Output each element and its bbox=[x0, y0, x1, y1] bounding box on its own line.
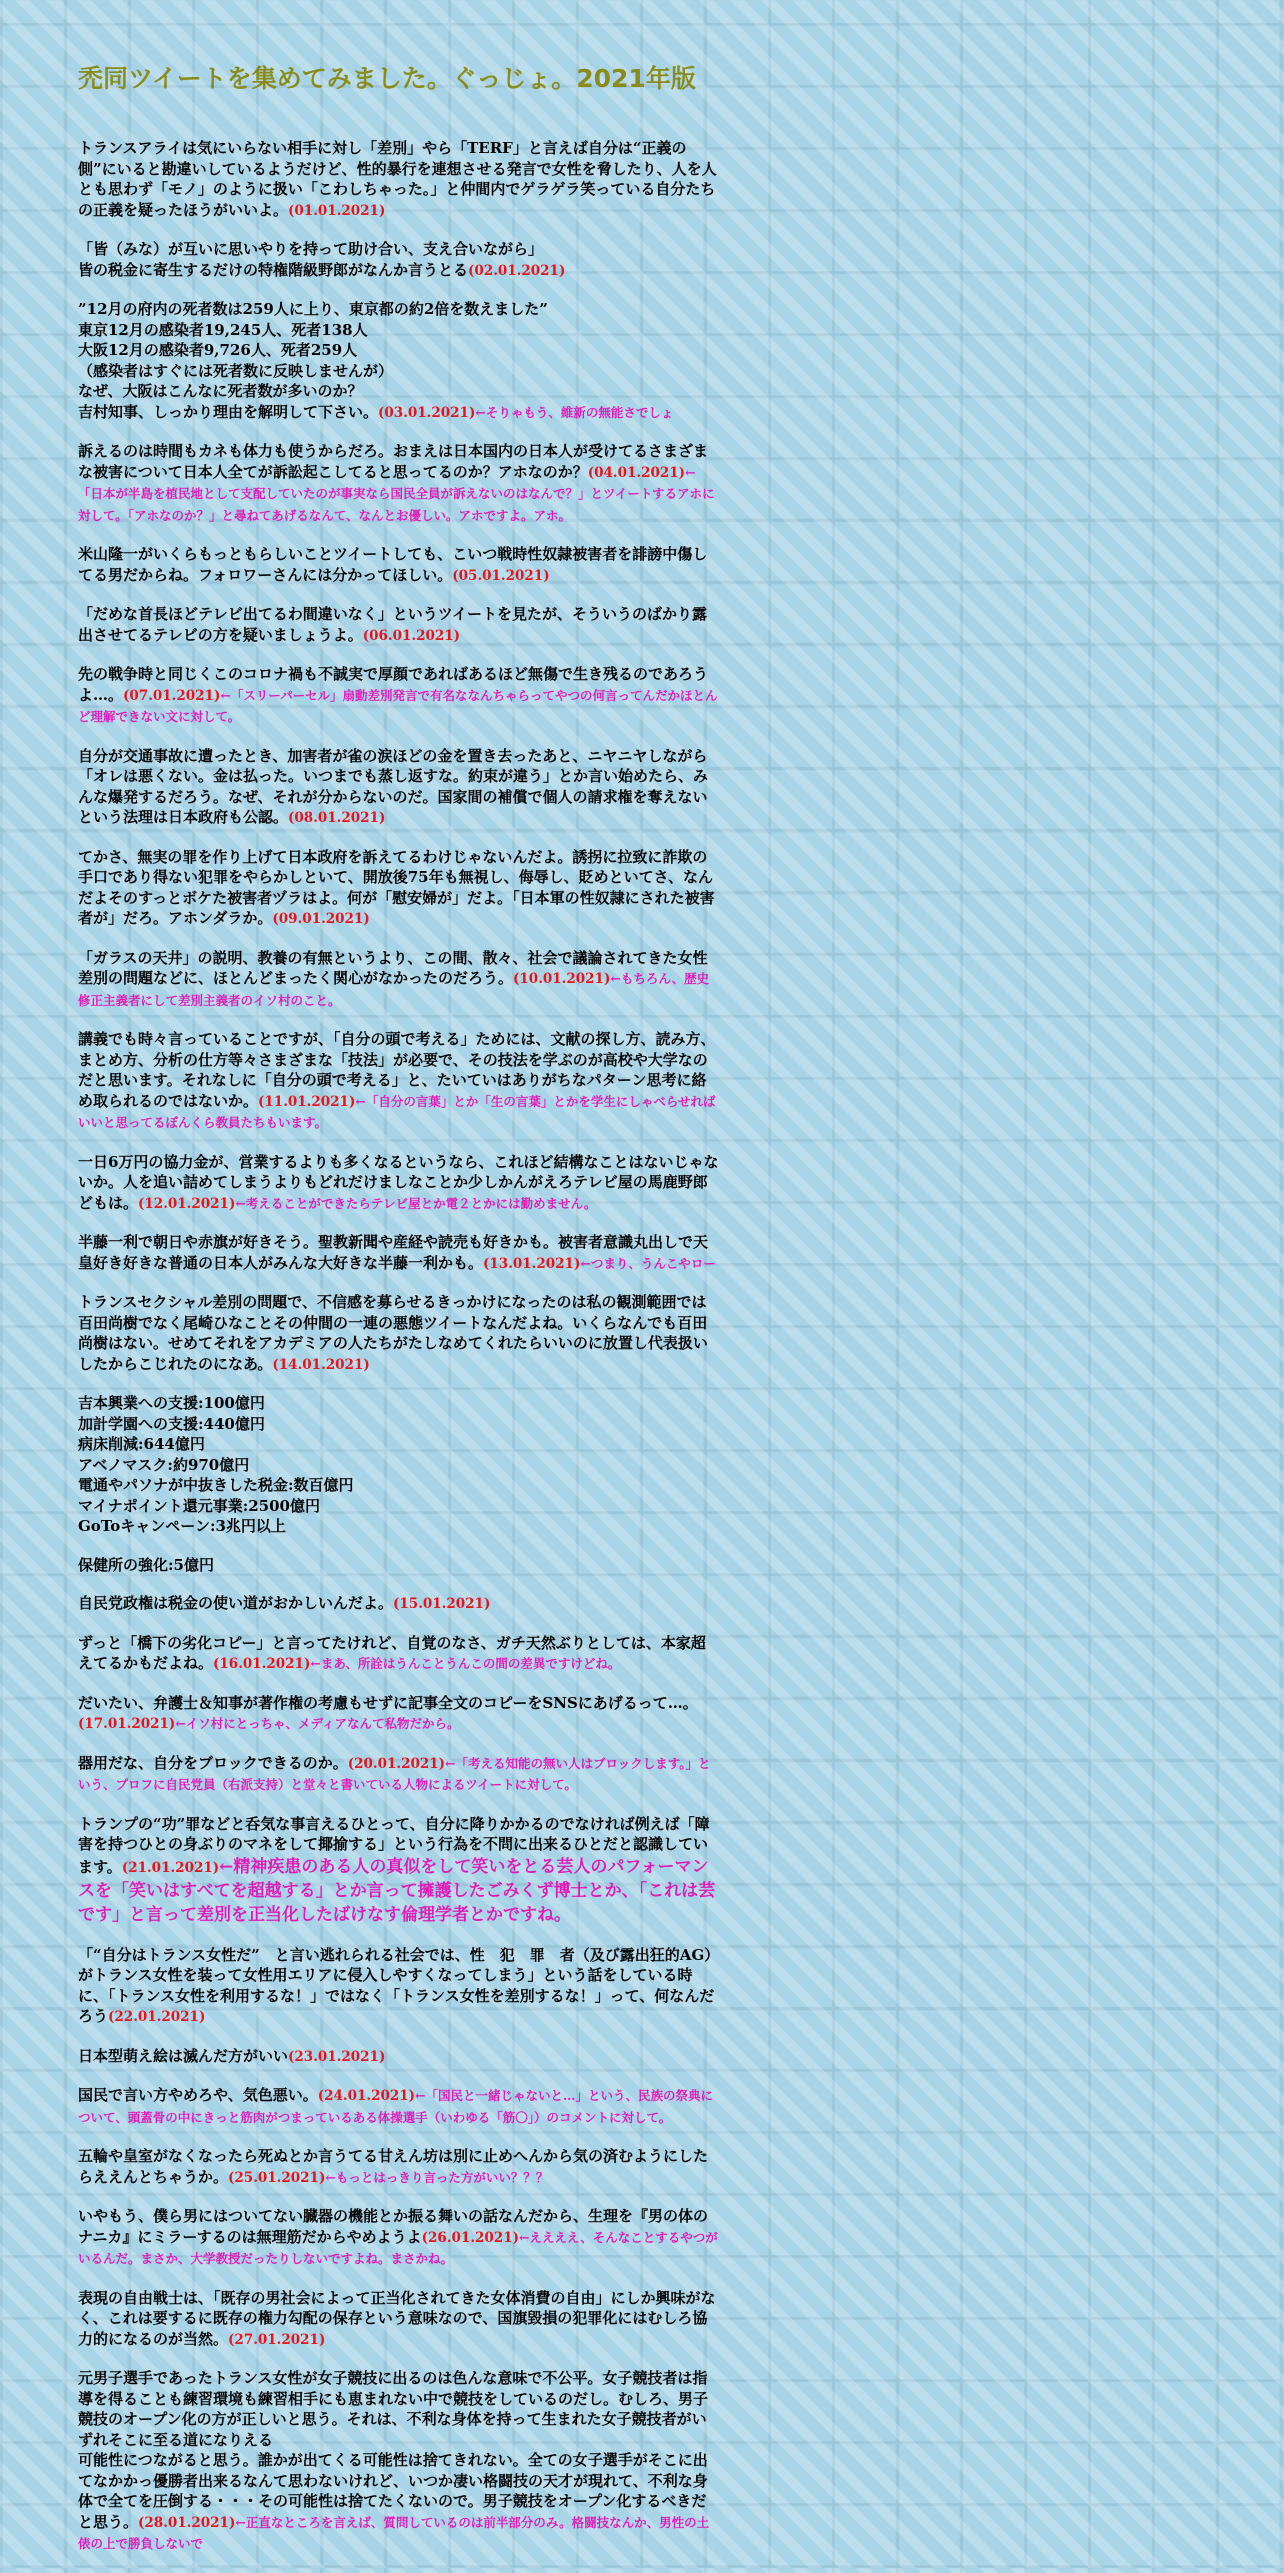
tweet-entry bbox=[78, 2368, 720, 2555]
tweet-text: 表現の自由戦士は、「既存の男社会によって正当化されてきた女体消費の自由」にしか興味がなく、これは要するに既存の権力勾配の保存という意味なので、国旗毀損の犯罪化にはむしろ協力的になるのが当然。 bbox=[78, 2288, 716, 2348]
tweet-entry bbox=[78, 2288, 720, 2351]
tweet-date: (08.01.2021) bbox=[288, 810, 386, 826]
tweet-entry bbox=[78, 664, 720, 728]
tweet-date: (24.01.2021) bbox=[317, 2088, 416, 2104]
editor-comment: ←つまり、うんこやロー bbox=[580, 1255, 716, 1271]
tweet-entry bbox=[78, 1292, 720, 1375]
tweet-text: てかさ、無実の罪を作り上げて日本政府を訴えてるわけじゃないんだよ。誘拐に拉致に詐欺の手口であり得ない犯罪をやらかしといて、開放後75年も無視し、侮辱し、貶めといてさ、なんだよそのすっとボケた被害者ヅラはよ。何が「慰安婦が」だよ。「日本軍の性奴隷にされた被害者が」だろ。アホンダラか。 bbox=[78, 847, 715, 927]
tweet-entry bbox=[78, 2085, 720, 2128]
tweet-date: (07.01.2021) bbox=[123, 687, 221, 704]
tweet-date: (02.01.2021) bbox=[468, 262, 566, 279]
tweet-date: (21.01.2021) bbox=[121, 1859, 220, 1876]
tweet-date: (10.01.2021) bbox=[513, 971, 611, 987]
tweet-entry bbox=[78, 1232, 720, 1274]
tweet-date: (12.01.2021) bbox=[138, 1195, 236, 1212]
tweet-date: (17.01.2021) bbox=[78, 1716, 176, 1732]
tweet-text: トランプの“功”罪などと呑気な事言えるひとって、自分に降りかかるのでなければ例えば「障害を持つひとの身ぶりのマネをして揶揄する」という行為を不問に出来るひとだと認識しています。 bbox=[78, 1814, 710, 1876]
tweet-date: (28.01.2021) bbox=[138, 2514, 236, 2531]
editor-comment: ←「スリーパーセル」扇動差別発言で有名ななんちゃらってやつの何言ってんだかほとんど理解できない文に対して。 bbox=[78, 687, 718, 724]
tweet-entry bbox=[78, 2206, 720, 2270]
tweet-entry bbox=[78, 1814, 720, 1927]
tweet-text: ずっと「橋下の劣化コピー」と言ってたけれど、自覚のなさ、ガチ天然ぶりとしては、本家超えてるかもだよね。 bbox=[78, 1633, 706, 1672]
tweet-text: 吉本興業への支援:100億円 加計学園への支援:440億円 病床削減:644億円 アベノマスク:約970億円 電通やパソナが中抜きした税金:数百億円 マイナポイント還元事業:2500億円 GoToキャンペーン:3兆円以上 bbox=[78, 1394, 354, 1535]
editor-comment: ←「自分の言葉」とか「生の言葉」とかを学生にしゃべらせればいいと思ってるぼんくら教員たちもいます。 bbox=[78, 1093, 716, 1130]
tweet-text: 訴えるのは時間もカネも体力も使うからだろ。おまえは日本国内の日本人が受けてるさまざまな被害について日本人全てが訴訟起こしてると思ってるのか？アホなのか？ bbox=[78, 442, 709, 481]
editor-comment: ←もちろん、歴史修正主義者にして差別主義者のイソ村のこと。 bbox=[78, 971, 710, 1008]
tweet-list bbox=[78, 138, 720, 2555]
tweet-entry bbox=[78, 441, 720, 526]
tweet-text: 自民党政権は税金の使い道がおかしいんだよ。 bbox=[78, 1594, 394, 1612]
tweet-text: 「皆（みな）が互いに思いやりを持って助け合い、支え合いながら」 皆の税金に寄生するだけの特権階級野郎がなんか言うとる bbox=[78, 240, 544, 279]
tweet-text: 「ガラスの天井」の説明、教養の有無というより、この間、散々、社会で議論されてきた女性差別の問題などに、ほとんどまったく関心がなかったのだろう。 bbox=[78, 948, 708, 987]
tweet-date: (03.01.2021) bbox=[378, 404, 476, 421]
tweet-date: (14.01.2021) bbox=[272, 1356, 370, 1373]
tweet-text: トランスアライは気にいらない相手に対し「差別」やら「TERF」と言えば自分は“正義の側”にいると勘違いしているようだけど、性的暴行を連想させる発言で女性を脅したり、人を人とも思わず「モノ」のように扱い「こわしちゃった。」と仲間内でゲラゲラ笑っている自分たちの正義を疑ったほうがいいよ。 bbox=[78, 139, 717, 219]
tweet-text: 国民で言い方やめろや、気色悪い。 bbox=[78, 2086, 318, 2104]
tweet-text: トランスセクシャル差別の問題で、不信感を募らせるきっかけになったのは私の観測範囲では百田尚樹でなく尾崎ひなことその仲間の一連の悪態ツイートなんだよね。いくらなんでも百田尚樹はない。せめてそれをアカデミアの人たちがたしなめてくれたらいいのに放置し代表扱いしたからこじれたのになあ。 bbox=[78, 1293, 708, 1373]
editor-comment: ←考えることができたらテレビ屋とか電２とかには勤めません。 bbox=[235, 1195, 597, 1211]
tweet-text: 半藤一利で朝日や赤旗が好きそう。聖教新聞や産経や読売も好きかも。被害者意識丸出しで天皇好き好きな普通の日本人がみんな大好きな半藤一利かも。 bbox=[78, 1233, 709, 1272]
editor-comment: ←もっとはっきり言った方がいい？？？ bbox=[325, 2169, 549, 2185]
tweet-date: (26.01.2021) bbox=[421, 2229, 519, 2246]
tweet-entry bbox=[78, 1693, 720, 1735]
tweet-entry bbox=[78, 604, 720, 646]
tweet-text: いやもう、僕ら男にはついてない臓器の機能とか振る舞いの話なんだから、生理を『男の体のナニカ』にミラーするのは無理筋だからやめようよ bbox=[78, 2207, 709, 2246]
tweet-entry bbox=[78, 1152, 720, 1215]
tweet-text: 元男子選手であったトランス女性が女子競技に出るのは色んな意味で不公平。女子競技者は指導を得ることも練習環境も練習相手にも恵まれない中で競技をしているのだし。むしろ、男子競技のオープン化の方が正しいと思う。それは、不利な身体を持って生まれた女子競技者がいずれそこに至る道になりえる 可能性につながると思う。誰かが出てくる可能性は捨てきれない。全ての女子選手がそこに出てなかかっ優勝者出来るなんて思わないけれど、いつか凄い格闘技の天才が現れて、不利な身体で全てを圧倒する・・・その可能性は捨てたくないので。男子競技をオープン化するべきだと思う。 bbox=[78, 2369, 709, 2531]
editor-comment: ←イソ村にとっちゃ、メディアなんて私物だから。 bbox=[175, 1716, 460, 1731]
tweet-date: (11.01.2021) bbox=[258, 1093, 356, 1110]
tweet-date: (27.01.2021) bbox=[228, 2331, 326, 2348]
editor-comment: ←そりゃもう、維新の無能さでしょ bbox=[475, 404, 674, 420]
tweet-entry bbox=[78, 1945, 720, 2028]
tweet-entry bbox=[78, 746, 720, 829]
tweet-date: (25.01.2021) bbox=[228, 2169, 326, 2186]
tweet-text: 自分が交通事故に遭ったとき、加害者が雀の涙ほどの金を置き去ったあと、ニヤニヤしながら「オレは悪くない。金は払った。いつまでも蒸し返すな。約束が違う」とか言い始めたら、みんな爆発するだろう。なぜ、それが分からないのだ。国家間の補償で個人の請求権を奪えないという法理は日本政府も公認。 bbox=[78, 746, 709, 826]
tweet-date: (06.01.2021) bbox=[362, 627, 461, 644]
tweet-date: (20.01.2021) bbox=[347, 1755, 446, 1772]
editor-comment: ←まあ、所詮はうんことうんこの間の差異ですけどね。 bbox=[310, 1656, 621, 1671]
editor-comment: ←正直なところを言えば、質問しているのは前半部分のみ。格闘技なんか、男性の土俵の上で勝負しないで bbox=[78, 2514, 710, 2551]
tweet-text: 先の戦争時と同じくこのコロナ禍も不誠実で厚顔であればあるほど無傷で生き残るのであろうよ…。 bbox=[78, 665, 709, 704]
editor-comment: ←ええええ、そんなことするやつがいるんだ。まさか、大学教授だったりしないですよね。まさかね。 bbox=[78, 2229, 718, 2266]
tweet-date: (15.01.2021) bbox=[393, 1596, 491, 1612]
page-title: 禿同ツイートを集めてみました。ぐっじょ。2021年版 bbox=[78, 64, 696, 93]
tweet-text: 保健所の強化:5億円 bbox=[78, 1555, 214, 1574]
tweet-entry bbox=[78, 1753, 720, 1796]
tweet-text: 「だめな首長ほどテレビ出てるわ間違いなく」というツイートを見たが、そういうのばかり露出させてるテレビの方を疑いましょうよ。 bbox=[78, 605, 707, 644]
tweet-entry bbox=[78, 1633, 720, 1675]
tweet-date: (09.01.2021) bbox=[272, 911, 370, 927]
tweet-entry bbox=[78, 299, 720, 423]
tweet-date: (13.01.2021) bbox=[483, 1255, 581, 1272]
tweet-date: (22.01.2021) bbox=[108, 2009, 206, 2025]
tweet-entry bbox=[78, 544, 720, 586]
editor-comment: ←「考える知能の無い人はブロックします。」という、プロフに自民党員（右派支持）と堂々と書いている人物によるツイートに対して。 bbox=[78, 1755, 711, 1792]
tweet-entry bbox=[78, 1393, 720, 1537]
tweet-date: (01.01.2021) bbox=[288, 202, 386, 219]
tweet-entry bbox=[78, 847, 720, 930]
tweet-date: (16.01.2021) bbox=[213, 1656, 311, 1672]
tweet-text: 日本型萌え絵は滅んだ方がいい bbox=[78, 2046, 289, 2065]
tweet-entry bbox=[78, 948, 720, 1012]
tweet-date: (23.01.2021) bbox=[288, 2048, 386, 2065]
editor-comment: ←「日本が半島を植民地として支配していたのが事実なら国民全員が訴えないのはなんで？」とツイートするアホに対して。「アホなのか？」と尋ねてあげるなんて、なんとお優しい。アホですよ。アホ。 bbox=[78, 464, 715, 523]
tweet-entry bbox=[78, 138, 720, 221]
tweet-text: 一日6万円の協力金が、営業するよりも多くなるというなら、これほど結構なことはないじゃないか。人を追い詰めてしまうよりもどれだけましなことか少しかんがえろテレビ屋の馬鹿野郎どもは。 bbox=[78, 1152, 719, 1212]
tweet-text: ”12月の府内の死者数は259人に上り、東京都の約2倍を数えました” 東京12月の感染者19,245人、死者138人 大阪12月の感染者9,726人、死者259人 （感染者はすぐには死者数に反映しませんが） なぜ、大阪はこんなに死者数が多いのか？ 吉村知事、しっかり理由を解明して下さい。 bbox=[78, 300, 548, 421]
tweet-text: 講義でも時々言っていることですが、「自分の頭で考える」ためには、文献の探し方、読み方、まとめ方、分析の仕方等々さまざまな「技法」が必要で、その技法を学ぶのが高校や大学なのだと思います。それなしに「自分の頭で考える」と、たいていはありがちなパターン思考に絡め取られるのではないか。 bbox=[78, 1030, 716, 1110]
editor-comment: ←「国民と一緒じゃないと…」という、民族の祭典について、頭蓋骨の中にきっと筋肉がつまっているある体操選手（いわゆる「筋〇」）のコメントに対して。 bbox=[78, 2088, 714, 2125]
tweet-entry bbox=[78, 1029, 720, 1134]
tweet-text: 米山隆一がいくらもっともらしいことツイートしても、こいつ戦時性奴隷被害者を誹謗中傷してる男だからね。フォロワーさんには分かってほしい。 bbox=[78, 545, 708, 584]
editor-comment: ←精神疾患のある人の真似をして笑いをとる芸人のパフォーマンスを「笑いはすべてを超越する」とか言って擁護したごみくず博士とか、「これは芸です」と言って差別を正当化したばけなす倫理学者とかですね。 bbox=[78, 1856, 716, 1925]
tweet-entry bbox=[78, 2046, 720, 2068]
tweet-text: だいたい、弁護士＆知事が著作権の考慮もせずに記事全文のコピーをSNSにあげるって…。 bbox=[78, 1693, 698, 1712]
tweet-date: (05.01.2021) bbox=[452, 567, 550, 584]
tweet-entry bbox=[78, 1555, 720, 1576]
tweet-date: (04.01.2021) bbox=[587, 464, 686, 481]
tweet-entry bbox=[78, 1593, 720, 1615]
tweet-text: 五輪や皇室がなくなったら死ぬとか言うてる甘えん坊は別に止めへんから気の済むようにしたらええんとちゃうか。 bbox=[78, 2147, 709, 2186]
tweet-text: 器用だな、自分をブロックできるのか。 bbox=[78, 1753, 348, 1772]
tweet-entry bbox=[78, 2146, 720, 2188]
main-content bbox=[78, 60, 720, 2573]
tweet-entry bbox=[78, 239, 720, 281]
tweet-text: 「“自分はトランス女性だ” と言い逃れられる社会では、性 犯 罪 者（及び露出狂的AG）がトランス女性を装って女性用エリアに侵入しやすくなってしまう」という話をしている時に、「トランス女性を利用するな！」ではなく「トランス女性を差別するな！」って、何なんだろう bbox=[78, 1945, 720, 2025]
